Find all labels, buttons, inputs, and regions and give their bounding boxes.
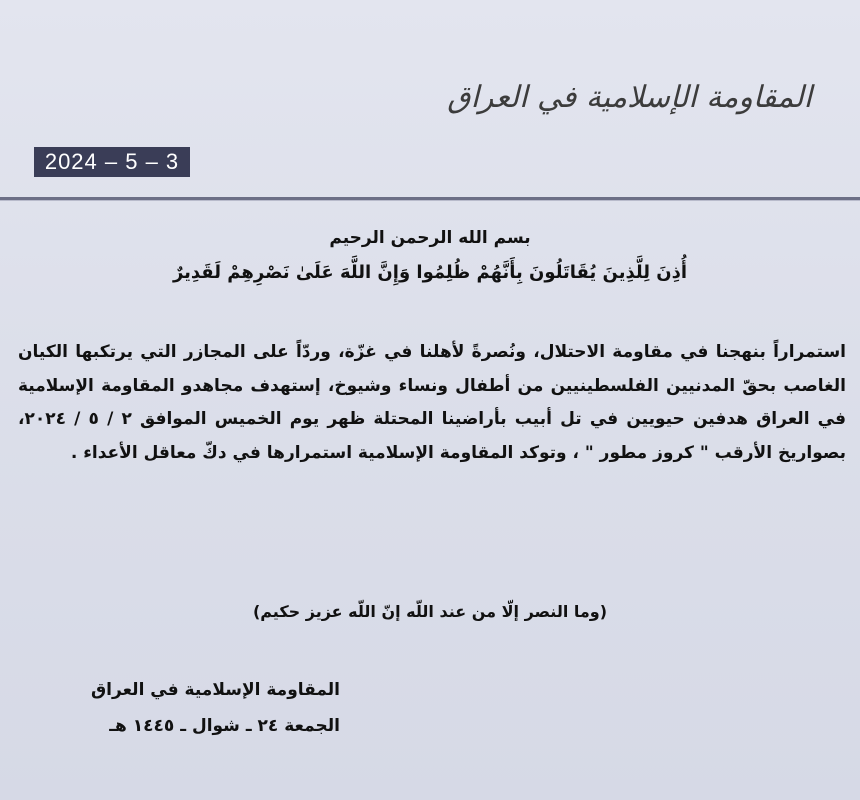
date-badge: 2024 – 5 – 3 (34, 147, 190, 177)
closing-verse: (وما النصر إلّا من عند اللّه إنّ اللّه عزيز حكيم) (252, 602, 608, 621)
signature-block (40, 672, 340, 744)
basmala: بسم الله الرحمن الرحيم (329, 228, 531, 248)
signature-date: الجمعة ٢٤ ـ شوال ـ ١٤٤٥ هـ (109, 716, 340, 736)
signature-organization: المقاومة الإسلامية في العراق (90, 680, 340, 700)
quran-verse: أُذِنَ لِلَّذِينَ يُقَاتَلُونَ بِأَنَّهُمْ ظُلِمُوا وَإِنَّ اللَّهَ عَلَىٰ نَصْرِهِمْ لَقَدِيرٌ (172, 262, 688, 283)
statement-body: استمراراً بنهجنا في مقاومة الاحتلال، ونُصرةً لأهلنا في غزّة، وردّاً على المجازر التي يرتكبها الكيان الغاصب بحقّ المدنيين الفلسطينيين من أطفال ونساء وشيوخ، إستهدف مجاهدو المقاومة الإسلامية في العراق هدفين حيويين في تل أبيب بأراضينا المحتلة ظهر يوم الخميس الموافق ٢ / ٥ / ٢٠٢٤، بصواريخ الأرقب " كروز مطور " ، وتوكد المقاومة الإسلامية استمرارها في دكّ معاقل الأعداء . (18, 342, 847, 463)
organization-logo-text: المقاومة الإسلامية في العراق (447, 80, 812, 115)
divider-shadow (0, 200, 860, 201)
